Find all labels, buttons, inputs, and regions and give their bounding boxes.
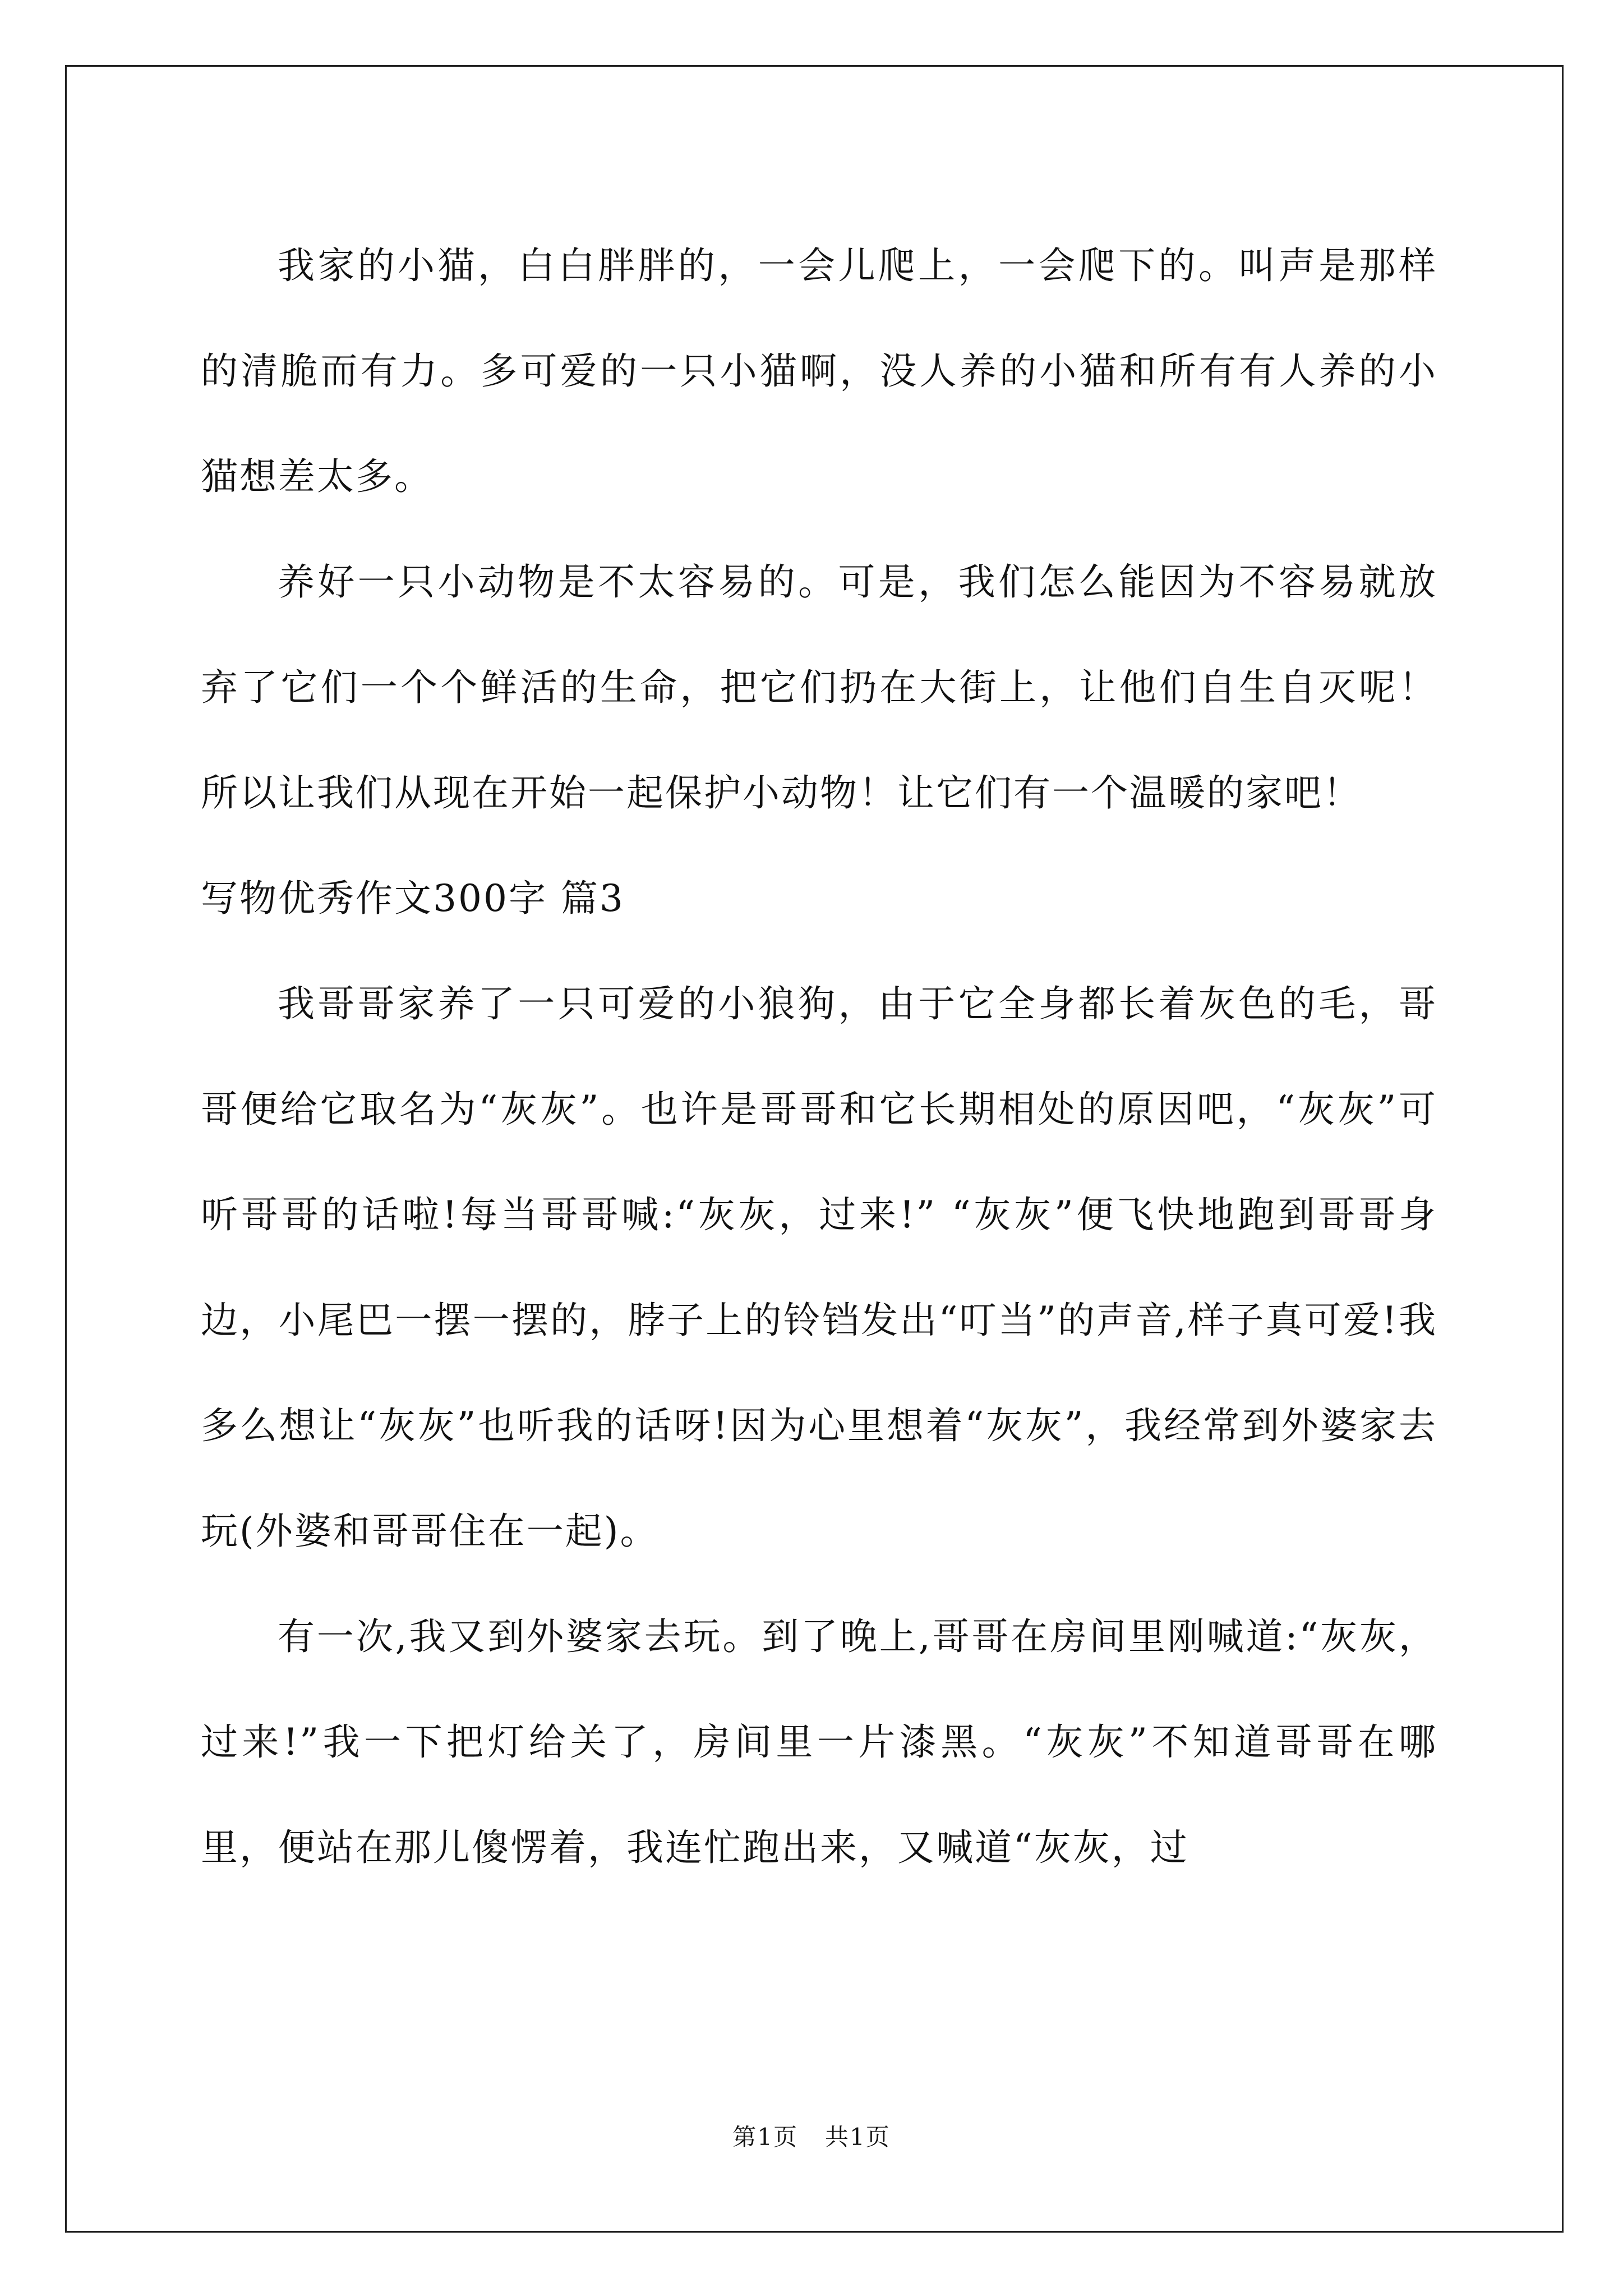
section-heading: 写物优秀作文300字 篇3	[201, 877, 625, 920]
page-footer	[0, 2120, 1623, 2154]
paragraph-3: 我哥哥家养了一只可爱的小狼狗，由于它全身都长着灰色的毛，哥哥便给它取名为“灰灰”。也许是哥哥和它长期相处的原因吧，“灰灰”可听哥哥的话啦!每当哥哥喊:“灰灰，过来!” “灰灰”便飞快地跑到哥哥身边，小尾巴一摆一摆的，脖子上的铃铛发出“叮当”的声音,样子真可爱!我多么想让“灰灰”也听我的话呀!因为心里想着“灰灰”，我经常到外婆家去玩(外婆和哥哥住在一起)。	[201, 982, 1437, 1553]
page-number: 第1页	[732, 2123, 798, 2151]
paragraph-2: 养好一只小动物是不太容易的。可是，我们怎么能因为不容易就放弃了它们一个个鲜活的生命，把它们扔在大街上，让他们自生自灭呢！所以让我们从现在开始一起保护小动物！让它们有一个温暖的家吧！	[201, 560, 1437, 815]
page-total: 共1页	[825, 2123, 891, 2151]
document-body	[201, 213, 1437, 1901]
paragraph-4: 有一次,我又到外婆家去玩。到了晚上,哥哥在房间里刚喊道:“灰灰，过来!”我一下把灯给关了，房间里一片漆黑。“灰灰”不知道哥哥在哪里，便站在那儿傻愣着，我连忙跑出来，又喊道“灰灰，过	[201, 1615, 1437, 1869]
paragraph-1: 我家的小猫，白白胖胖的，一会儿爬上，一会爬下的。叫声是那样的清脆而有力。多可爱的一只小猫啊，没人养的小猫和所有有人养的小猫想差太多。	[201, 244, 1437, 498]
